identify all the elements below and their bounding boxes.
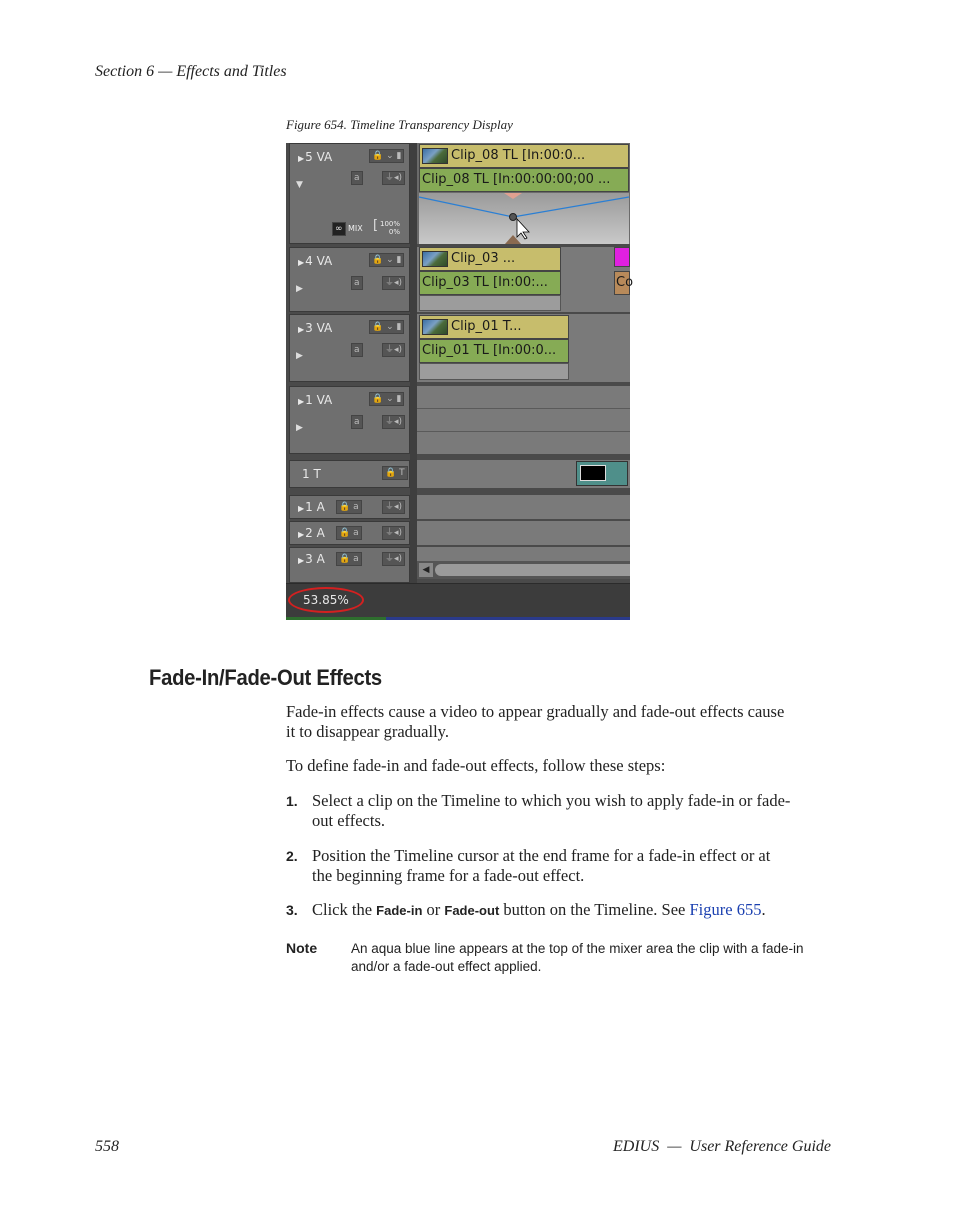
- link-icon[interactable]: ∞: [332, 222, 346, 236]
- waveform-icon[interactable]: ⏚◂): [382, 526, 405, 540]
- lane-gridline: [417, 408, 630, 409]
- mix-range: 100% 0%: [380, 220, 401, 236]
- timeline-screenshot: [286, 143, 634, 619]
- running-header: Section 6 — Effects and Titles: [95, 63, 287, 80]
- note-label: Note: [286, 940, 318, 956]
- lock-icon[interactable]: 🔒 ⌄ ▮: [369, 253, 404, 267]
- sync-icon[interactable]: a: [351, 276, 363, 290]
- intro-paragraph: Fade-in effects cause a video to appear gradually and fade-out effects cause it to disappear gradually.: [286, 702, 785, 741]
- title-lock-icon[interactable]: 🔒 T: [382, 466, 408, 480]
- waveform-icon[interactable]: ⏚◂): [382, 552, 405, 566]
- clip-08-audio-bar[interactable]: Clip_08 TL [In:00:00:00;00 ...: [419, 168, 629, 192]
- lock-icon[interactable]: 🔒 a: [336, 552, 362, 566]
- lead-paragraph: To define fade-in and fade-out effects, follow these steps:: [286, 756, 666, 775]
- expand-down-icon[interactable]: ▼: [296, 180, 303, 190]
- lane-1va[interactable]: [417, 386, 630, 454]
- status-strip-green: [286, 617, 386, 620]
- step-number: 2.: [286, 848, 298, 864]
- fade-out-button-label: Fade-out: [444, 903, 500, 918]
- clip-03-mixer[interactable]: [419, 295, 561, 311]
- track-name: ▶3 VA: [298, 321, 333, 335]
- mix-bracket: [: [373, 218, 379, 233]
- track-name: ▶1 VA: [298, 393, 333, 407]
- lock-icon[interactable]: 🔒 ⌄ ▮: [369, 320, 404, 334]
- track-name: ▶3 A: [298, 552, 325, 566]
- lane-2a[interactable]: [417, 521, 630, 545]
- figure-655-link[interactable]: Figure 655: [689, 900, 762, 919]
- step-2-text: Position the Timeline cursor at the end frame for a fade-in effect or at the beginning frame for a fade-out effect.: [312, 846, 771, 885]
- track-header-4va[interactable]: [289, 247, 410, 312]
- title-thumbnail: [580, 465, 606, 481]
- clip-01-mixer[interactable]: [419, 363, 569, 380]
- scroll-thumb[interactable]: [435, 564, 630, 576]
- lane-1a[interactable]: [417, 495, 630, 519]
- section-heading: Fade-In/Fade-Out Effects: [149, 665, 382, 690]
- transparency-readout: 53.85%: [303, 593, 349, 607]
- sync-icon[interactable]: a: [351, 415, 363, 429]
- lock-icon[interactable]: 🔒 ⌄ ▮: [369, 392, 404, 406]
- track-name: ▶5 VA: [298, 150, 333, 164]
- track-name: ▶4 VA: [298, 254, 333, 268]
- clip-partial-bar[interactable]: Co: [614, 271, 630, 295]
- clip-thumbnail: [422, 251, 448, 267]
- step-number: 1.: [286, 793, 298, 809]
- footer-title: EDIUS — User Reference Guide: [612, 1138, 831, 1155]
- clip-03-video-bar[interactable]: Clip_03 ...: [419, 247, 561, 271]
- status-bar: [286, 583, 630, 620]
- figure-caption: Figure 654. Timeline Transparency Display: [286, 117, 513, 132]
- track-header-3va[interactable]: [289, 314, 410, 382]
- waveform-icon[interactable]: ⏚◂): [382, 276, 405, 290]
- expand-right-icon[interactable]: ▶: [296, 284, 303, 294]
- title-clip[interactable]: [576, 461, 628, 486]
- panel-divider: [410, 143, 417, 583]
- sync-icon[interactable]: a: [351, 171, 363, 185]
- waveform-icon[interactable]: ⏚◂): [382, 343, 405, 357]
- track-header-3a[interactable]: [289, 547, 410, 583]
- clip-01-video-bar[interactable]: Clip_01 T...: [419, 315, 569, 339]
- lane-gridline: [417, 431, 630, 432]
- lock-icon[interactable]: 🔒 a: [336, 500, 362, 514]
- sync-icon[interactable]: a: [351, 343, 363, 357]
- status-strip-blue: [386, 617, 630, 620]
- highlight-ellipse: [288, 587, 364, 613]
- step-1-text: Select a clip on the Timeline to which you wish to apply fade-in or fade- out effects.: [312, 791, 791, 830]
- track-header-2a[interactable]: [289, 521, 410, 545]
- scroll-left-icon[interactable]: ◀: [419, 563, 433, 577]
- lock-icon[interactable]: 🔒 ⌄ ▮: [369, 149, 404, 163]
- track-name: 1 T: [302, 467, 321, 481]
- clip-partial-magenta[interactable]: [614, 247, 630, 267]
- track-header-5va[interactable]: [289, 143, 410, 244]
- track-name: ▶1 A: [298, 500, 325, 514]
- expand-right-icon[interactable]: ▶: [296, 351, 303, 361]
- clip-03-audio-bar[interactable]: Clip_03 TL [In:00:...: [419, 271, 561, 295]
- note-text: An aqua blue line appears at the top of the mixer area the clip with a fade-in and/or a fade-out effect applied.: [351, 941, 804, 974]
- expand-right-icon[interactable]: ▶: [296, 423, 303, 433]
- clip-thumbnail: [422, 319, 448, 335]
- clip-08-video-bar[interactable]: Clip_08 TL [In:00:0...: [419, 144, 629, 168]
- step-3-text: Click the Fade-in or Fade-out button on the Timeline. See Figure 655.: [312, 900, 766, 919]
- lock-icon[interactable]: 🔒 a: [336, 526, 362, 540]
- waveform-icon[interactable]: ⏚◂): [382, 500, 405, 514]
- track-name: ▶2 A: [298, 526, 325, 540]
- track-header-1t[interactable]: [289, 460, 410, 488]
- fade-in-button-label: Fade-in: [376, 903, 423, 918]
- waveform-icon[interactable]: ⏚◂): [382, 171, 405, 185]
- lane-3a[interactable]: [417, 547, 630, 561]
- waveform-icon[interactable]: ⏚◂): [382, 415, 405, 429]
- horizontal-scrollbar[interactable]: [417, 561, 630, 579]
- mixer-area[interactable]: [419, 193, 629, 244]
- mix-label: MIX: [348, 224, 363, 233]
- step-number: 3.: [286, 902, 298, 918]
- track-header-1va[interactable]: [289, 386, 410, 454]
- clip-thumbnail: [422, 148, 448, 164]
- transparency-rubberband[interactable]: [419, 193, 629, 244]
- track-header-1a[interactable]: [289, 495, 410, 519]
- page-number: 558: [95, 1138, 119, 1155]
- clip-01-audio-bar[interactable]: Clip_01 TL [In:00:0...: [419, 339, 569, 363]
